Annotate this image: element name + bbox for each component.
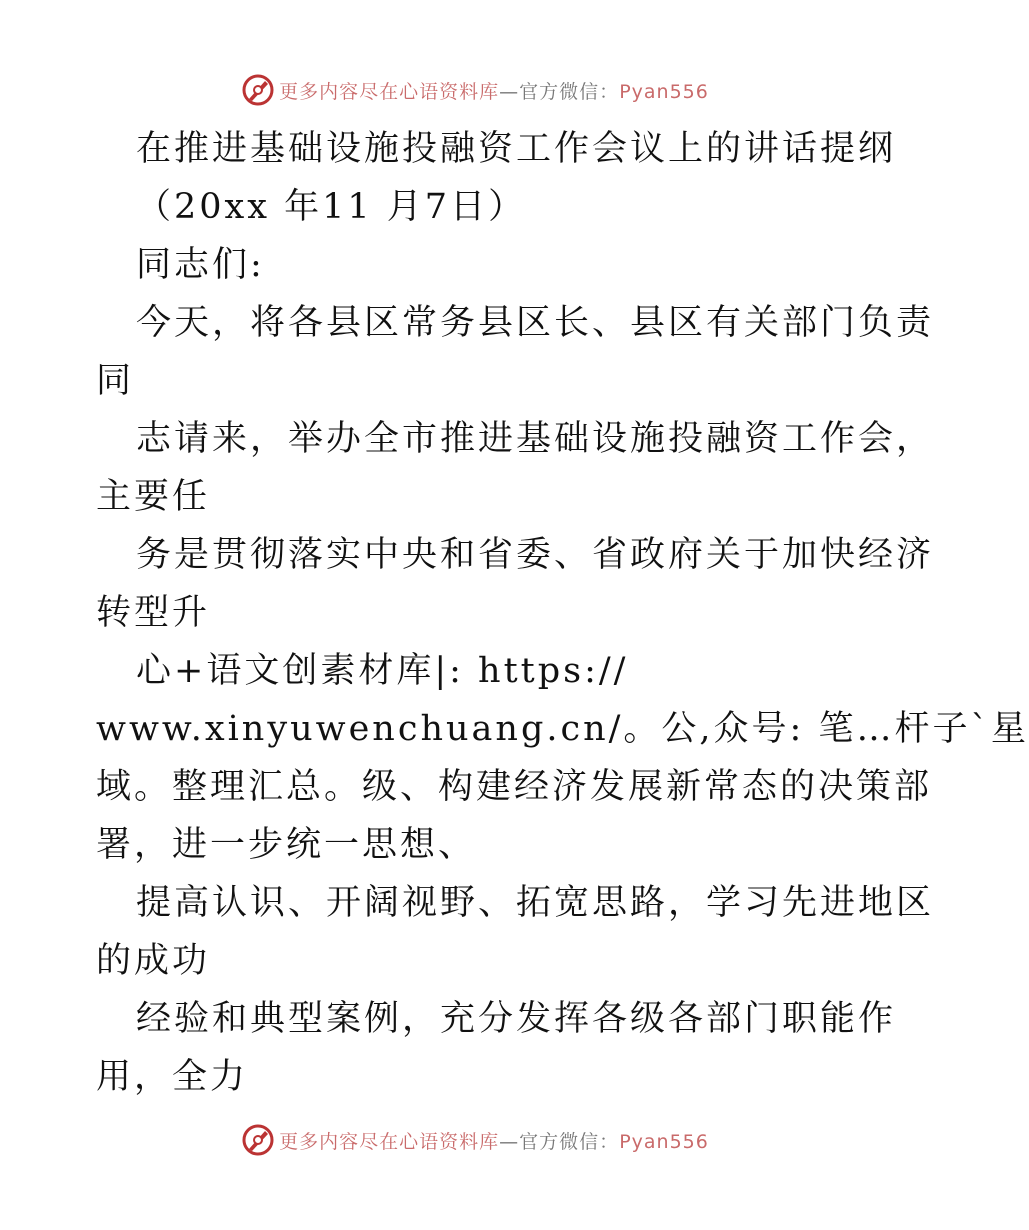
text-line: 用，全力	[96, 1057, 249, 1097]
text-line: 署，进一步统一思想、	[96, 825, 477, 865]
header-banner	[0, 70, 950, 110]
footer-banner	[0, 1120, 950, 1160]
text-line: 经验和典型案例，充分发挥各级各部门职能作	[136, 999, 897, 1039]
text-line: 的成功	[96, 941, 211, 981]
banner-dash: —	[499, 1130, 520, 1153]
banner-text	[279, 1127, 709, 1154]
text-line: 同	[96, 361, 135, 401]
quill-logo-icon	[241, 73, 275, 107]
banner-official-label: 官方微信：	[519, 1130, 620, 1153]
text-line: www.xinyuwenchuang.cn/。公,众号: 笔…杆子`星	[96, 709, 1029, 749]
banner-official-label: 官方微信：	[519, 80, 620, 103]
text-line: 主要任	[96, 477, 211, 517]
text-line: 今天，将各县区常务县区长、县区有关部门负责	[136, 303, 935, 343]
text-line: 心+语文创素材库|: https://	[136, 651, 629, 691]
text-line: 域。整理汇总。级、构建经济发展新常态的决策部	[96, 767, 933, 807]
banner-wechat-id: Pyan556	[619, 80, 709, 103]
banner-dash: —	[499, 80, 520, 103]
document-title: 在推进基础设施投融资工作会议上的讲话提纲	[136, 129, 897, 169]
text-line: 志请来，举办全市推进基础设施投融资工作会，	[136, 419, 935, 459]
document-body	[96, 120, 1029, 1106]
banner-text	[279, 77, 709, 104]
salutation: 同志们:	[136, 245, 265, 285]
banner-main-text: 更多内容尽在心语资料库	[279, 80, 500, 103]
document-date: （20xx 年11 月7日）	[136, 187, 527, 227]
text-line: 提高认识、开阔视野、拓宽思路，学习先进地区	[136, 883, 935, 923]
banner-wechat-id: Pyan556	[619, 1130, 709, 1153]
text-line: 转型升	[96, 593, 211, 633]
text-line: 务是贯彻落实中央和省委、省政府关于加快经济	[136, 535, 935, 575]
quill-logo-icon	[241, 1123, 275, 1157]
banner-main-text: 更多内容尽在心语资料库	[279, 1130, 500, 1153]
